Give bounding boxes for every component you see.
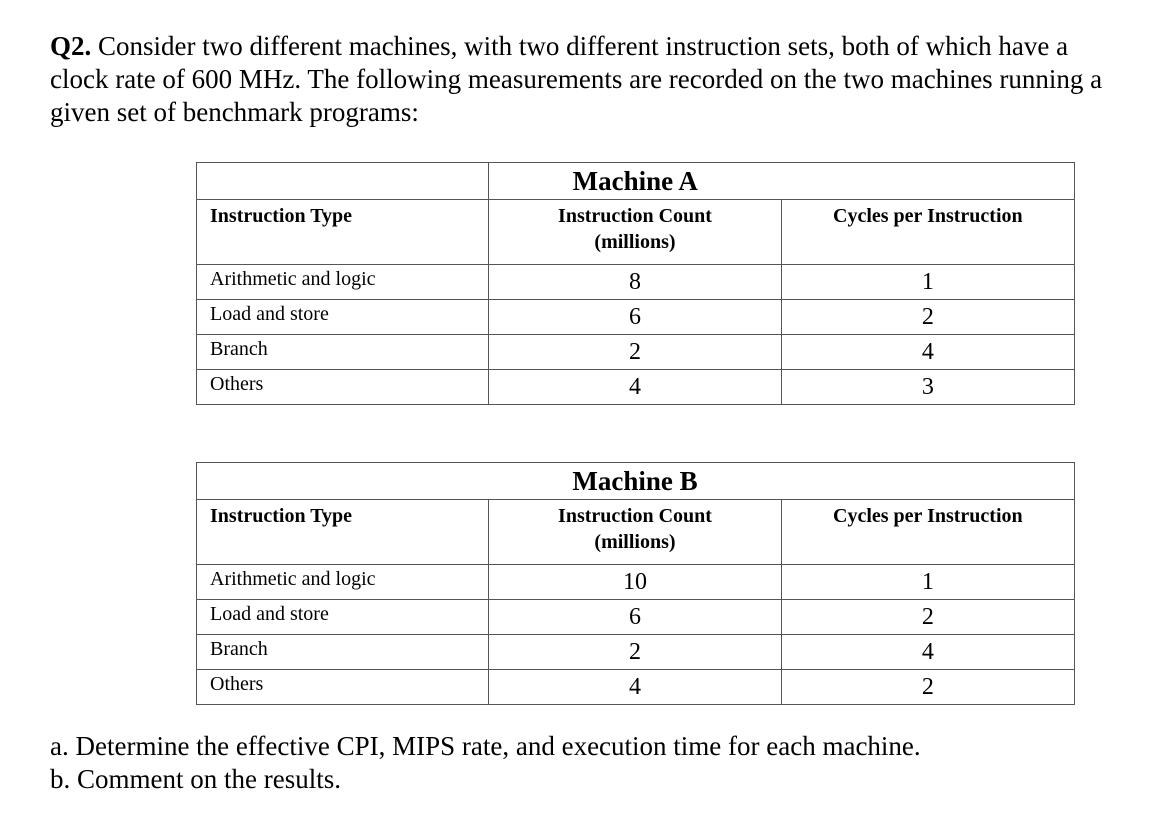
- header-instruction-count: [489, 500, 781, 565]
- part-b: b. Comment on the results.: [50, 764, 341, 794]
- table-row: [197, 670, 1075, 705]
- instruction-type: Branch: [197, 335, 489, 370]
- question-parts: [50, 730, 921, 796]
- machine-b-title: Machine B: [489, 463, 781, 500]
- table-row: [197, 600, 1075, 635]
- header-cpi: Cycles per Instruction: [781, 200, 1074, 265]
- cpi-value: 1: [781, 565, 1074, 600]
- machine-a-title: Machine A: [489, 163, 781, 200]
- table-row: [197, 300, 1075, 335]
- instruction-count: 2: [489, 635, 781, 670]
- instruction-count: 4: [489, 370, 781, 405]
- cpi-value: 4: [781, 635, 1074, 670]
- header-count-line1: Instruction Count: [558, 205, 712, 227]
- instruction-type: Others: [197, 370, 489, 405]
- instruction-type: Load and store: [197, 300, 489, 335]
- cpi-value: 1: [781, 265, 1074, 300]
- header-instruction-type: Instruction Type: [197, 200, 489, 265]
- instruction-count: 4: [489, 670, 781, 705]
- instruction-count: 6: [489, 300, 781, 335]
- instruction-type: Arithmetic and logic: [197, 565, 489, 600]
- table-row: [197, 565, 1075, 600]
- table-row: [197, 370, 1075, 405]
- cpi-value: 2: [781, 300, 1074, 335]
- header-count-line1: Instruction Count: [558, 505, 712, 527]
- instruction-type: Arithmetic and logic: [197, 265, 489, 300]
- header-count-line2: (millions): [594, 531, 676, 553]
- instruction-count: 8: [489, 265, 781, 300]
- table-row: [197, 265, 1075, 300]
- part-a: a. Determine the effective CPI, MIPS rate, and execution time for each machine.: [50, 731, 921, 761]
- instruction-count: 6: [489, 600, 781, 635]
- cpi-value: 2: [781, 670, 1074, 705]
- header-cpi: Cycles per Instruction: [781, 500, 1074, 565]
- table-row: [197, 635, 1075, 670]
- question-number: Q2.: [50, 31, 92, 61]
- instruction-type: Others: [197, 670, 489, 705]
- machine-b-table: [196, 462, 1075, 705]
- header-count-line2: (millions): [594, 231, 676, 253]
- instruction-type: Branch: [197, 635, 489, 670]
- question-text: [50, 30, 1110, 129]
- cpi-value: 4: [781, 335, 1074, 370]
- table-row: [197, 335, 1075, 370]
- instruction-count: 2: [489, 335, 781, 370]
- cpi-value: 2: [781, 600, 1074, 635]
- header-instruction-type: Instruction Type: [197, 500, 489, 565]
- header-instruction-count: [489, 200, 781, 265]
- instruction-count: 10: [489, 565, 781, 600]
- question-body: Consider two different machines, with two different instruction sets, both of which have a clock rate of 600 MHz. The following measurements are recorded on the two machines running a given set of benchmark programs:: [50, 31, 1103, 127]
- machine-a-table: [196, 162, 1075, 405]
- cpi-value: 3: [781, 370, 1074, 405]
- instruction-type: Load and store: [197, 600, 489, 635]
